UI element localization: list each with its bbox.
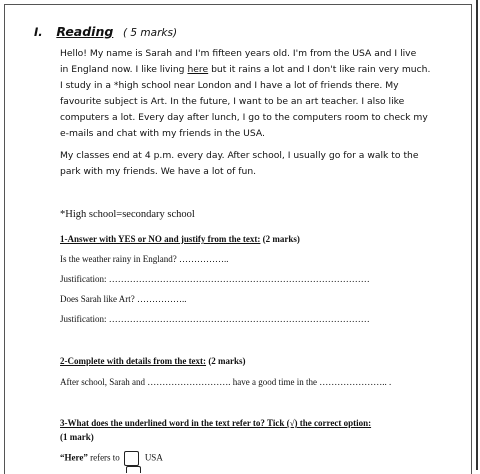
section-title: Reading <box>56 24 114 39</box>
question-1-item: Is the weather rainy in England? …………….. <box>60 254 229 264</box>
question-3-heading <box>60 418 371 428</box>
passage-line: computers a lot. Every day after lunch, I go to the computers room to check my <box>60 112 428 123</box>
passage-text: but it rains a lot and I don't like rain very much. <box>208 64 431 75</box>
question-1-marks: (2 marks) <box>260 234 300 244</box>
question-1-heading <box>60 234 300 244</box>
question-1-prefix: 1- <box>60 234 68 244</box>
question-2-prefix: 2- <box>60 356 68 366</box>
passage-line: favourite subject is Art. In the future, I want to be an art teacher. I also like <box>60 96 405 107</box>
question-3-title: 3-What does the underlined word in the text refer to? Tick (√) the correct option: <box>60 418 372 428</box>
question-1-item: Does Sarah like Art? …………….. <box>60 294 187 304</box>
underlined-word: here <box>187 64 209 75</box>
question-2-heading <box>60 356 246 366</box>
question-3-option <box>60 451 163 466</box>
reading-paragraph-2 <box>60 148 432 180</box>
passage-line: park with my friends. We have a lot of fun. <box>60 166 257 177</box>
question-2-marks: (2 marks) <box>206 356 246 366</box>
section-marks: ( 5 marks) <box>122 27 178 39</box>
reading-paragraph-1 <box>60 46 432 142</box>
passage-line: e-mails and chat with my friends in the USA. <box>60 128 265 139</box>
passage-line: My classes end at 4 p.m. every day. After school, I usually go for a walk to the <box>60 150 419 161</box>
passage-line <box>60 62 432 78</box>
option-text: refers to <box>87 452 120 463</box>
question-2-item: After school, Sarah and ………………………. have a good time in the ………………….. . <box>60 377 392 387</box>
question-1-justification: Justification: …………………………………………………………………………… <box>60 274 370 284</box>
footnote: *High school=secondary school <box>60 209 195 220</box>
option-keyword: “Here” <box>60 452 88 463</box>
passage-text: in England now. I like living <box>60 64 188 75</box>
option-checkbox[interactable] <box>124 451 139 466</box>
option-label: USA <box>144 452 163 463</box>
section-number: I. <box>34 25 43 39</box>
question-2-title: Complete with details from the text: <box>67 356 207 366</box>
question-1-justification: Justification: …………………………………………………………………………… <box>60 314 370 324</box>
passage-line: I study in a *high school near London and I have a lot of friends there. My <box>60 80 399 91</box>
question-1-title: Answer with YES or NO and justify from the text: <box>67 234 261 244</box>
passage-line: Hello! My name is Sarah and I'm fifteen years old. I'm from the USA and I live <box>60 48 417 59</box>
section-heading <box>34 24 177 39</box>
question-3-marks: (1 mark) <box>60 432 94 442</box>
